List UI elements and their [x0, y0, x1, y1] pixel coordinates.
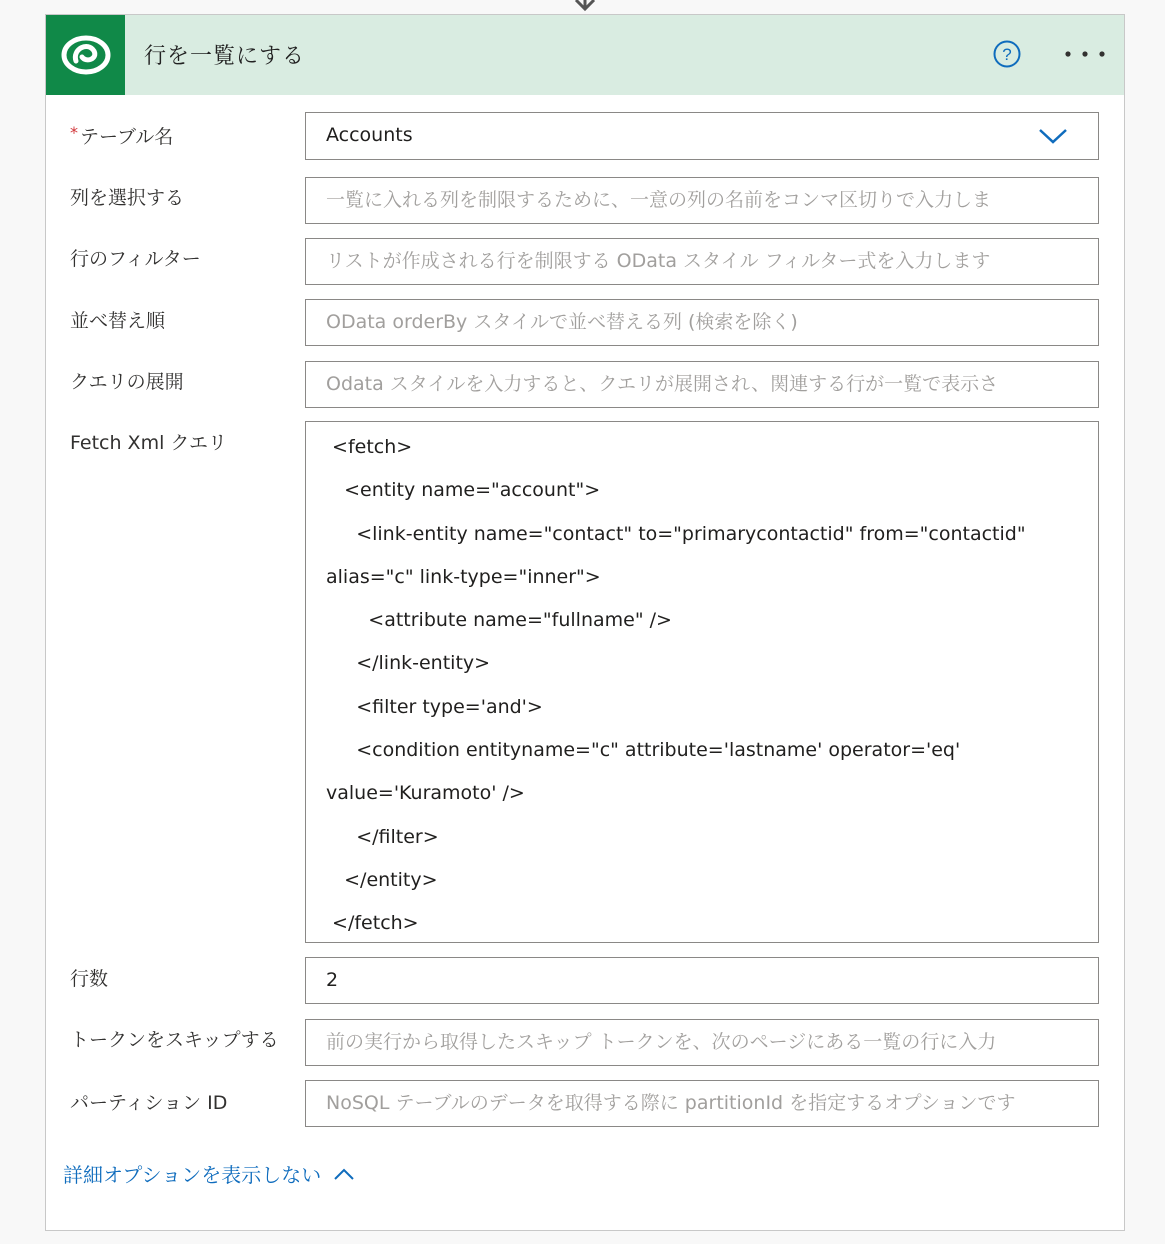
partition-id-input[interactable]: NoSQL テーブルのデータを取得する際に partitionId を指定するオプションです — [305, 1080, 1099, 1127]
xml-line: </link-entity> — [326, 652, 491, 675]
action-card — [45, 14, 1125, 1231]
table-name-dropdown[interactable] — [305, 112, 1099, 160]
filter-rows-input[interactable]: リストが作成される行を制限する OData スタイル フィルター式を入力します — [305, 238, 1099, 285]
xml-line: <condition entityname="c" attribute='lastname' operator='eq' — [326, 739, 961, 762]
sort-by-input[interactable]: OData orderBy スタイルで並べ替える列 (検索を除く) — [305, 299, 1099, 346]
more-options-icon[interactable] — [1062, 39, 1108, 69]
xml-line: <attribute name="fullname" /> — [326, 609, 672, 632]
help-icon[interactable] — [992, 39, 1022, 69]
hide-advanced-options-link[interactable] — [63, 1159, 355, 1188]
chevron-up-icon — [333, 1167, 355, 1181]
table-name-value: Accounts — [326, 124, 413, 146]
required-mark: * — [70, 123, 78, 142]
svg-text:?: ? — [1002, 45, 1012, 64]
expand-query-label: クエリの展開 — [70, 371, 184, 393]
xml-line: value='Kuramoto' /> — [326, 782, 525, 805]
xml-line: <fetch> — [326, 436, 413, 458]
xml-line: alias="c" link-type="inner"> — [326, 565, 601, 588]
xml-line: <entity name="account"> — [326, 479, 601, 502]
card-header[interactable] — [46, 15, 1124, 95]
table-name-label: * テーブル名 — [70, 123, 174, 148]
expand-query-input[interactable]: Odata スタイルを入力すると、クエリが展開され、関連する行が一覧で表示さ — [305, 361, 1099, 408]
partition-id-label: パーティション ID — [70, 1092, 228, 1114]
card-title: 行を一覧にする — [144, 44, 306, 69]
select-columns-input[interactable]: 一覧に入れる列を制限するために、一意の列の名前をコンマ区切りで入力しま — [305, 177, 1099, 224]
skip-token-label: トークンをスキップする — [70, 1029, 279, 1051]
xml-line: </filter> — [326, 825, 439, 848]
xml-line: <filter type='and'> — [326, 695, 543, 718]
xml-line: </entity> — [326, 868, 438, 891]
fetch-xml-textarea[interactable] — [305, 421, 1099, 943]
select-columns-label: 列を選択する — [70, 187, 185, 209]
filter-rows-label: 行のフィルター — [70, 248, 201, 270]
advanced-options-label: 詳細オプションを表示しない — [63, 1163, 322, 1187]
dataverse-logo-icon — [46, 15, 125, 95]
fetch-xml-label: Fetch Xml クエリ — [70, 432, 228, 454]
row-count-label: 行数 — [70, 968, 109, 990]
row-count-input[interactable]: 2 — [305, 957, 1099, 1004]
xml-line: </fetch> — [326, 912, 419, 935]
xml-line: <link-entity name="contact" to="primarycontactid" from="contactid" — [326, 522, 1026, 545]
chevron-down-icon — [1038, 127, 1068, 145]
skip-token-input[interactable]: 前の実行から取得したスキップ トークンを、次のページにある一覧の行に入力 — [305, 1019, 1099, 1066]
sort-by-label: 並べ替え順 — [70, 310, 166, 332]
